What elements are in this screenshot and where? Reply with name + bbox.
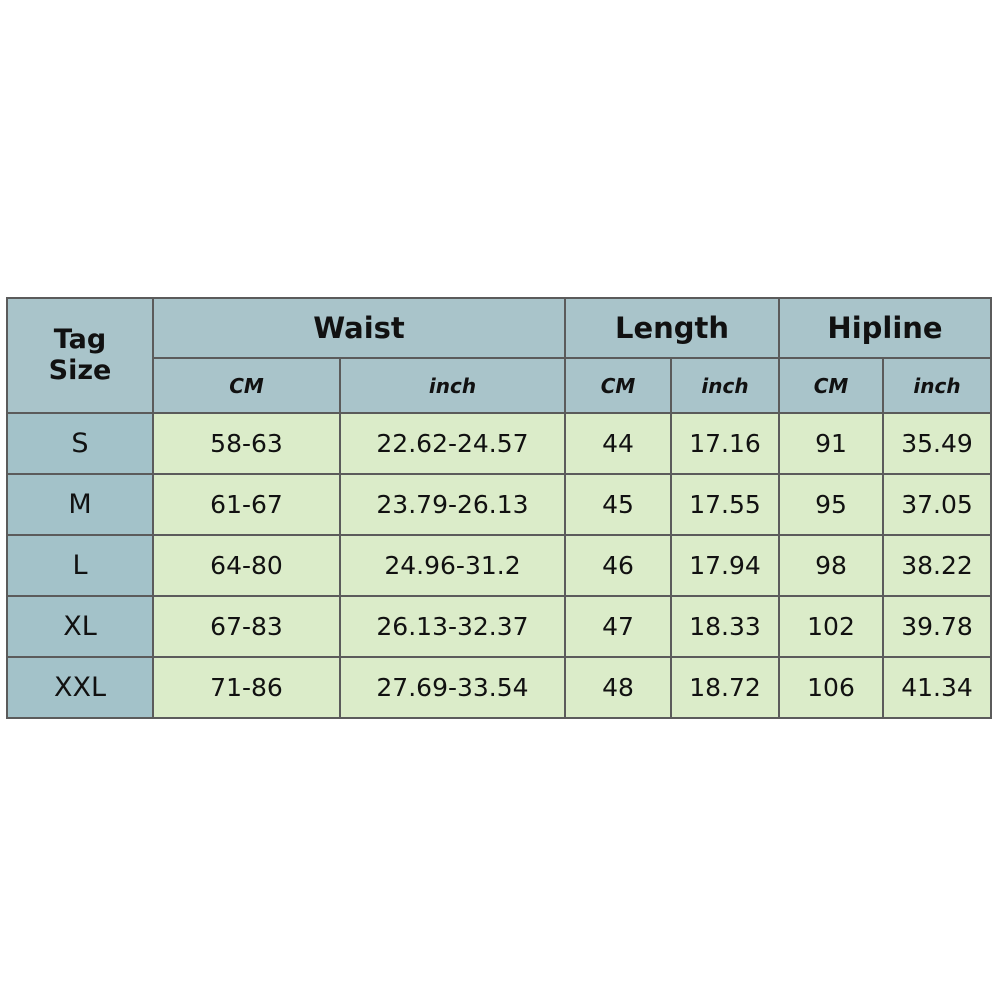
- cell-hipline-inch: 39.78: [883, 596, 991, 657]
- cell-waist-inch: 23.79-26.13: [340, 474, 565, 535]
- cell-length-inch: 17.94: [671, 535, 779, 596]
- header-hipline-inch: inch: [883, 358, 991, 413]
- cell-size: S: [7, 413, 153, 474]
- cell-length-inch: 17.55: [671, 474, 779, 535]
- header-tag-size-line1: Tag: [53, 324, 107, 356]
- cell-length-inch: 18.33: [671, 596, 779, 657]
- cell-length-inch: 18.72: [671, 657, 779, 718]
- cell-hipline-cm: 98: [779, 535, 883, 596]
- cell-hipline-cm: 95: [779, 474, 883, 535]
- cell-length-cm: 48: [565, 657, 671, 718]
- cell-waist-inch: 22.62-24.57: [340, 413, 565, 474]
- header-hipline: Hipline: [779, 298, 991, 358]
- cell-hipline-cm: 91: [779, 413, 883, 474]
- cell-size: XXL: [7, 657, 153, 718]
- cell-hipline-inch: 38.22: [883, 535, 991, 596]
- cell-waist-cm: 58-63: [153, 413, 340, 474]
- cell-length-inch: 17.16: [671, 413, 779, 474]
- cell-length-cm: 45: [565, 474, 671, 535]
- table-row: [7, 596, 991, 657]
- cell-size: M: [7, 474, 153, 535]
- table-row: [7, 657, 991, 718]
- header-length-inch: inch: [671, 358, 779, 413]
- header-waist: Waist: [153, 298, 565, 358]
- cell-size: L: [7, 535, 153, 596]
- cell-length-cm: 46: [565, 535, 671, 596]
- cell-waist-inch: 26.13-32.37: [340, 596, 565, 657]
- header-waist-inch: inch: [340, 358, 565, 413]
- header-tag-size-line2: Size: [48, 354, 112, 386]
- table-row: [7, 535, 991, 596]
- cell-waist-cm: 61-67: [153, 474, 340, 535]
- cell-waist-cm: 71-86: [153, 657, 340, 718]
- size-chart-container: [6, 297, 996, 719]
- cell-waist-cm: 64-80: [153, 535, 340, 596]
- table-header-row-groups: [7, 298, 991, 358]
- cell-size: XL: [7, 596, 153, 657]
- cell-hipline-cm: 106: [779, 657, 883, 718]
- header-tag-size: [7, 298, 153, 413]
- cell-length-cm: 47: [565, 596, 671, 657]
- table-row: [7, 413, 991, 474]
- cell-waist-inch: 27.69-33.54: [340, 657, 565, 718]
- header-hipline-cm: CM: [779, 358, 883, 413]
- header-waist-cm: CM: [153, 358, 340, 413]
- table-row: [7, 474, 991, 535]
- cell-length-cm: 44: [565, 413, 671, 474]
- cell-waist-cm: 67-83: [153, 596, 340, 657]
- cell-hipline-inch: 35.49: [883, 413, 991, 474]
- table-header-row-units: [7, 358, 991, 413]
- size-chart-table: [6, 297, 992, 719]
- header-length: Length: [565, 298, 779, 358]
- header-length-cm: CM: [565, 358, 671, 413]
- cell-hipline-inch: 41.34: [883, 657, 991, 718]
- cell-hipline-inch: 37.05: [883, 474, 991, 535]
- cell-waist-inch: 24.96-31.2: [340, 535, 565, 596]
- cell-hipline-cm: 102: [779, 596, 883, 657]
